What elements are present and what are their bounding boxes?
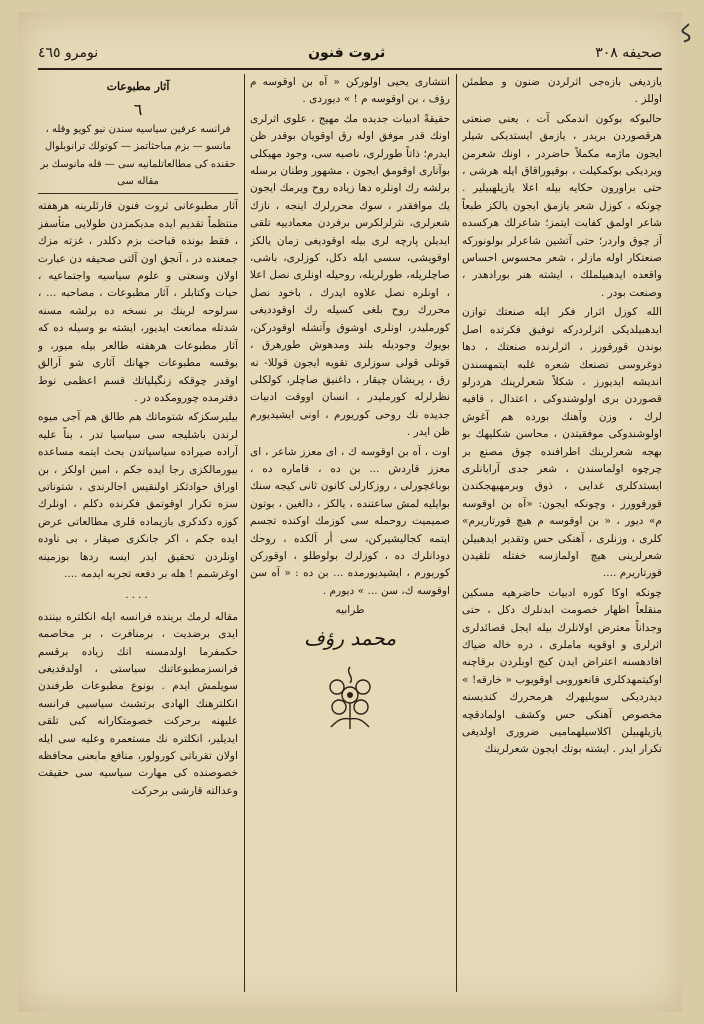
section-heading: آثار مطبوعات [106,80,170,93]
section-numeral: ٦ [133,100,143,120]
header-issue-number: نومرو ٤٦٥ [38,45,99,61]
section-separator-dots: .... [125,589,151,602]
column-left [38,74,238,992]
header-title: ثروت فنون [308,45,386,61]
col-left-paragraph: بيليرسكزكه شتوماتك هم طالق هم آجى ميوه لرندن باشليجه سى سياسيا تدر ، بناً عليه آراده صيراده سياسياتدن بحث ايتمه مساعده بيورمالكزى رجا ايده جكم ، امين اولكز ، بن اوراق حوادثكز اولنقيس اجالرندى ، شتوناتى سزه تكرار اوقوتمق فكرنده دكلم ، اونلرك كوزه دكدكرى بازيماده قلرى مطالعاتى عرض ايده جكم ، اكر جانكزى صيقار ، بى ناوده اونلردن تحقيق ايدر ايسه ردها بوزمينه اوغرشمم ! هله بر دفعه تجربه ايدمه .... [38,411,238,580]
newspaper-page [18,12,696,1012]
col-right-paragraph: يازديغى بازەجى اثرلردن ضنون و مطمئن اوللز . [462,76,662,106]
page-header [38,38,662,70]
header-page-number: صحيفه ٣٠٨ [595,45,662,61]
author-signature: محمد رؤف [303,625,397,650]
col-center-paragraph: اوت ، آه بن اوقوسه ك ، اى معزز شاعر ، اى معزز قاردش ... بن ده ، قاماره ده ، بوباغچورلى ، روزكارلى كانون ثانى كيجه سنك بوايليه لمش ساعتنده ، يالكز ، دالغين ، بوتون صميميت روحمله سى كوزمك اوكنده تجسم ايتمه كجاليشيركن، سى أر آلكده ، روحك دودانلرك ده ، كوزلرك بولوطلو ، اوقوركن كوريورم ، ايشيديورمده ... بن ده : « آه سن اوقوسه ك، سن ... » ديورم . [250,445,450,597]
flower-ornament-icon [250,657,450,737]
location-line: طرابيه [335,604,365,617]
section-subheading: فرانسه عرفين سياسيه سندن نيو كويو وقله ، مانسو — بزم مباحثاتمز — كوتولك ترانوبلوال حقنده كى مطالعاتلمانيه سى — قله مانوسك بر مقاله سى [38,121,238,195]
col-center-paragraph: انتشارى يحيى اولوركن « آه بن اوقوسه م رؤف ، بن اوقوسه م ! » ديوردى . [250,76,450,106]
handwritten-corner-mark: ﮐ [677,20,696,49]
column-center [250,74,450,992]
col-left-paragraph: مقاله لرمك برينده فرانسه ايله انكلتره بيننده ايدى برضديت ، برمنافرت ، بر مخاصمه حكمفرما اولدمسنه انك زياده برقسم فرانسزمطبوعاتنك سياستى ، اولدقديغى سويلمش ايدم . بونوع مطبوعات طرفندن انكلترهنك الهادى برتشبث سياسيى فرانسه عليهنه برحركت خصومتكارانه كبى تلقى ايديلير، انكلتره نك مستعمره وعليه سى ايله اولان تقرباتى كورولور، منافع مابعنى محافظه خصوصنده كى مهارت سياسيه سى حقيقت وعدالته قارشى برحركت [38,610,238,797]
column-divider [456,74,457,992]
col-right-paragraph: چونكه اوكا كوره ادبيات حاضرهيه مسكين منقلعاً اظهار خصومت ابدنلرك دكل ، حتى وجداناً معترض اولانلرك بيله ايجل قصائدلرى اثرلرى و اوقويه ماملرى ، دره خاله ضياك افادهسنه اعتراض ايدن كيج اوبلردن برقاچنه اوكيتمهدكلرى قانعوروبى اوقويوب « خارقه! » ديدرديكى سويليهرك هرمحررك كنديسنه مخصوص آهنكى حس وكشف اولمادقچه يازيلهبيلن اكلاسيلهماميى ضرورى اولديغى تكرار ايدر . ايشته بوتك ايجون شعرلرينك [462,586,662,756]
col-right-paragraph: الله كوزل اثرار فكر ايله صنعتك توازن ايدهبيلديكى اثرلردركه توفيق فكرتده اصل بوندن قورقورز ، اثرلرنده صنعتك ، دها دوغروسى تصنعك شعره غلبه ايتمهسندن انديشه ايديورز ، شكلاً شعرلرينك هردرلو قصوردن برى اولوشندوكى ، اعتدال ، قافيه لرك ، وزن وآهنك بورده هم آغوش اولوشندوكى موفقيتدن ، محاسن شكليهك بو بهجه شعرلرينك اطرافنده چوق مصنع بر چرچوه اولماسندن ، شعر جدى آرايانلرى ايستدكلرى غدايى ، ذوق وبرمهيهجكندن قورقوورز ، وچونكه ايجون: «آه بن اوقوسه م» ديور ، « بن اوقوسه م هيچ قورتاريرم» كلرى ، وزنلرى ، آهنكى حس وتقدير ايدهبيلن شعرلرينى هيچ اولمازسه خفتله تلقيدن قورتاريرم .... [462,306,662,580]
col-right-paragraph: حالبوكه بوكون اندمكى آت ، يعنى صنعتى هرقصوردن بريدر ، يازمق ايستديكى شيلر ايجون ماژمه مكملاً حاضردر ، اونك شعرمن ويرديكى بوكمكيلت ، بوقيوراقاق ايله هرشى ، حتى براورون حكايه بيله اعلا يازيلهبيلير . چونكه ، كوزل شعر يازمق ايجون يالكز طبعاً شاعر اولمق كفايت ايتمز؛ شاعرلك هركسده آز چوق واردر؛ حتى آتشين شاعرلر بولونوركه صنعتكار اوله مازلر ، شعر محسوس احساس واقعده ايدهبيلملك ، ايشته هنر بورادهدر ، وصنعت بودر . [462,112,662,299]
column-divider [244,74,245,992]
text-columns [38,74,662,992]
col-center-paragraph: حقيقةً ادبيات جديده مك مهيج ، علوى اثرلرى اونك قدر موفق اوله رق اوقويان بوقدر ظن ايدرم؛ ذاتاً طورلرى، ناصيه سى، وجود مهيكلى بوآنارى اوقومق ايجون ، مشهور وطنان برسله برلشه رك اونلره دها زياده روح ويرمك ايجون يك موافقدر ، سوك محررلرك اينجه ، نازك شعرلرى، نثرلرلكرس برفردن معمادييه تلقى ايديلن پارچه لرى بيله اوقوديغى زمان يالكز اوقويشى، سسى ايله دكل، كوزلرى، باشى، صاچلريله، طورلريله، روحيله اونلرى نصل اعلا ، اونلره نصل علاوه ايدرك ، باخود نصل محررك روح بلغى كسيله رك اوقودديغى كورمليدر، اونلرى اوشوق وآتشله اوقودركن، بويوك وجوديله بلند ومدهوش طورهرق ، قوتلى قولى سوزلرى تقويه ايجون قوللا- نه رق ، پريشان چيقار ، داغنيق صاچلر، كولكلى نظرلرله كورمليدر ، انسان اووقت ادبيات جديده نك روحى كوريورم ، اونى ايشيديورم ظن ايدر . [250,112,450,439]
column-right [462,74,662,992]
col-left-paragraph: آثار مطبوعانى ثروت فنون قارئلرينه هرهفته منتظماً تقديم ايده مديكمزدن طولايى متأسفز ، فقط بونده قباحت بزم دكلدر ، غزته مزك جمعنده در ، آنجق اون آلتى صحيفه دن عبارت اولان وسعتى و علوم سياسيه واجتماعيه ، حيات وكتابلر ، آثار مطبوعات ، مصاحبه ... ، سرلوحه لرينك بر نسخه ده برلشه مسنه شدتله ممانعت ايديور، ايشته بو وسيله ده كه آثار مطبوعات هرهفته طالعر بيله ميور، و بوقسه مطبوعات جهانك آثارى شو آرالق اوقدر چوقكه زنگيلياتك قسم اعظمى نوط دفترمده چورومكده در . [38,200,238,404]
